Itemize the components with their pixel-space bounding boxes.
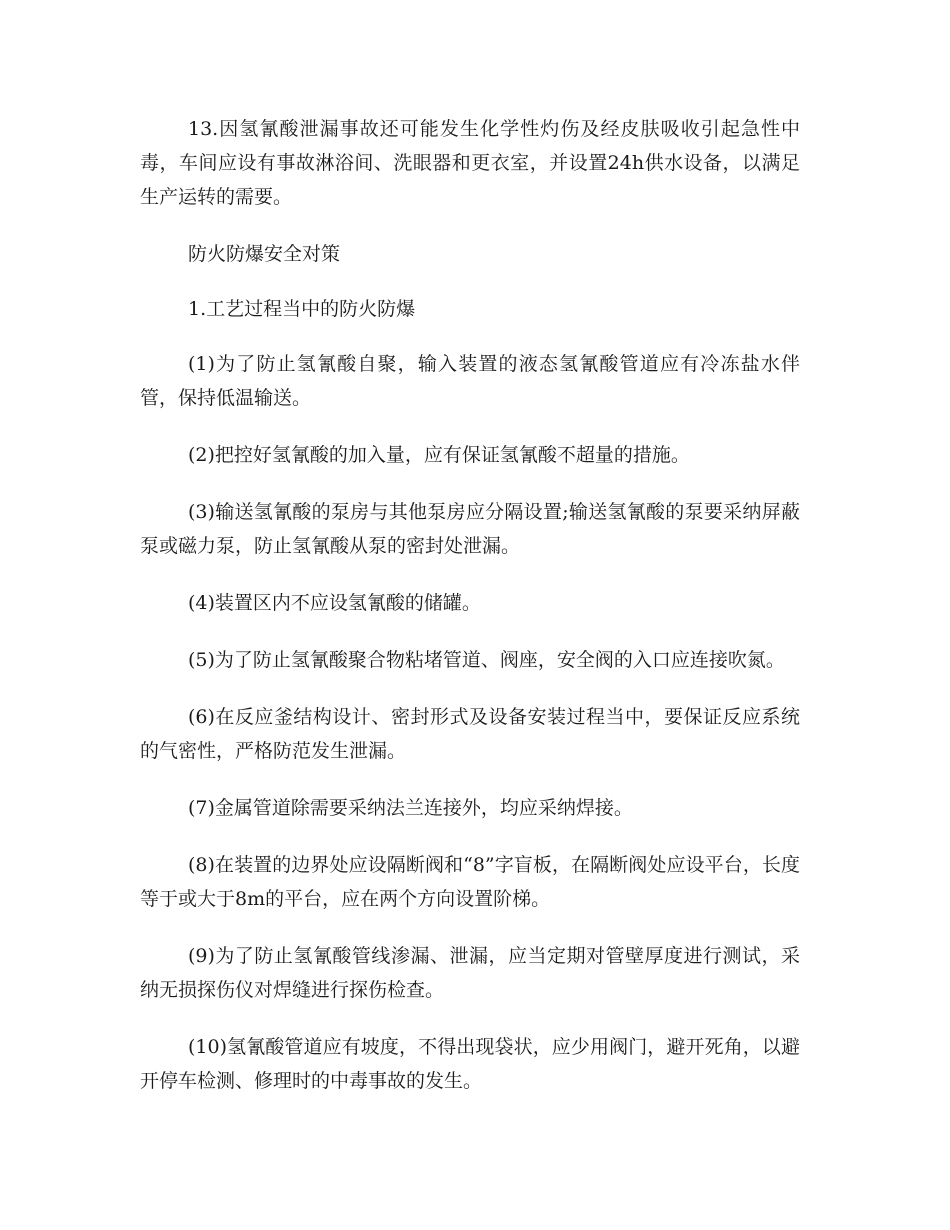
list-item-8: (8)在装置的边界处应设隔断阀和“8”字盲板，在隔断阀处应设平台，长度等于或大于8m的平台，应在两个方向设置阶梯。 <box>140 854 800 910</box>
list-item-10: (10)氢氰酸管道应有坡度，不得出现袋状，应少用阀门，避开死角，以避开停车检测、修理时的中毒事故的发生。 <box>140 1036 800 1092</box>
list-item-7: (7)金属管道除需要采纳法兰连接外，均应采纳焊接。 <box>188 797 633 819</box>
list-item-9: (9)为了防止氢氰酸管线渗漏、泄漏，应当定期对管壁厚度进行测试，采纳无损探伤仪对焊缝进行探伤检查。 <box>140 945 800 1001</box>
section-heading-fire-explosion: 防火防爆安全对策 <box>188 243 341 265</box>
list-item-5: (5)为了防止氢氰酸聚合物粘堵管道、阀座，安全阀的入口应连接吹氮。 <box>188 649 785 671</box>
subsection-heading-process: 1.工艺过程当中的防火防爆 <box>188 298 416 320</box>
list-item-2: (2)把控好氢氰酸的加入量，应有保证氢氰酸不超量的措施。 <box>188 444 690 466</box>
list-item-4: (4)装置区内不应设氢氰酸的储罐。 <box>188 592 481 614</box>
paragraph-13-emergency-facilities: 13.因氢氰酸泄漏事故还可能发生化学性灼伤及经皮肤吸收引起急性中毒，车间应设有事故淋浴间、洗眼器和更衣室，并设置24h供水设备，以满足生产运转的需要。 <box>140 118 800 208</box>
list-item-3: (3)输送氢氰酸的泵房与其他泵房应分隔设置;输送氢氰酸的泵要采纳屏蔽泵或磁力泵，防止氢氰酸从泵的密封处泄漏。 <box>140 501 800 557</box>
list-item-1: (1)为了防止氢氰酸自聚，输入装置的液态氢氰酸管道应有冷冻盐水伴管，保持低温输送。 <box>140 353 800 409</box>
list-item-6: (6)在反应釜结构设计、密封形式及设备安装过程当中，要保证反应系统的气密性，严格防范发生泄漏。 <box>140 706 800 762</box>
